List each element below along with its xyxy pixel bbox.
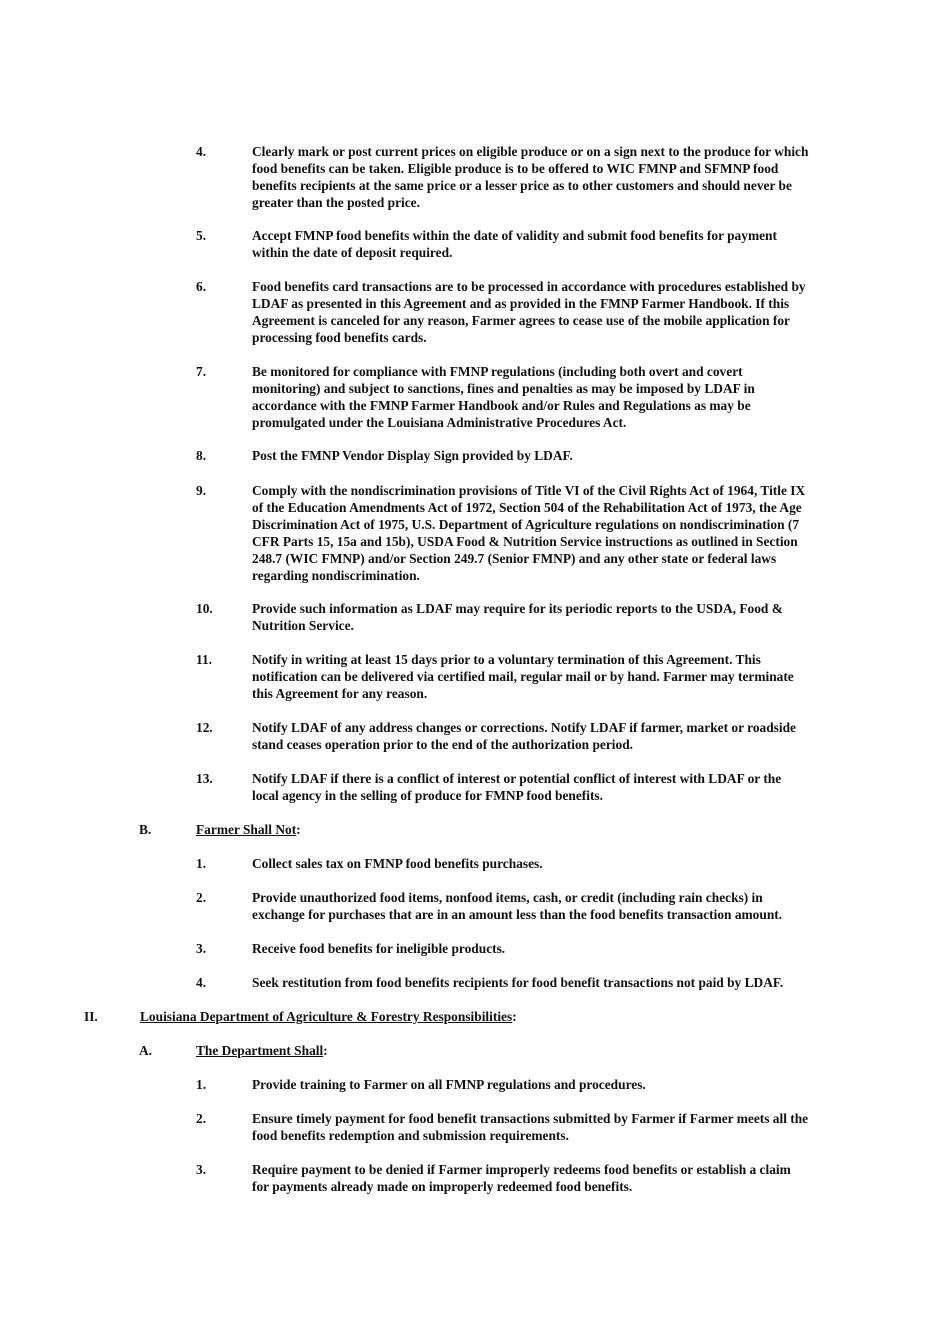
item-number: 10. bbox=[196, 601, 213, 616]
item-number: 4. bbox=[196, 975, 207, 990]
item-number: 1. bbox=[196, 1077, 207, 1092]
item-text: Comply with the nondiscrimination provisions of Title VI of the Civil Rights Act of 1964, Title IX of the Education Amendments Act of 1972, Section 504 of the Rehabilitation Act of 1973, the Age Discrimination Act of 1975, U.S. Department of Agriculture regulations on nondiscrimination (7 CFR Parts 15, 15a and 15b), USDA Food & Nutrition Service instructions as outlined in Section 248.7 (WIC FMNP) and/or Section 249.7 (Senior FMNP) and any other state or federal laws regarding nondiscrimination. bbox=[252, 483, 806, 583]
item-number: 2. bbox=[196, 890, 207, 905]
item-text: Collect sales tax on FMNP food benefits purchases. bbox=[252, 856, 543, 871]
item-text: Post the FMNP Vendor Display Sign provided by LDAF. bbox=[252, 448, 573, 463]
item-number: 7. bbox=[196, 364, 207, 379]
item-text: Accept FMNP food benefits within the date of validity and submit food benefits for payment within the date of deposit required. bbox=[252, 228, 777, 260]
section-numeral: II. bbox=[84, 1009, 98, 1024]
section-title: The Department Shall: bbox=[196, 1043, 328, 1058]
item-number: 6. bbox=[196, 279, 207, 294]
item-number: 8. bbox=[196, 448, 207, 463]
item-number: 13. bbox=[196, 771, 213, 786]
section-letter: A. bbox=[139, 1043, 153, 1058]
item-text: Seek restitution from food benefits recipients for food benefit transactions not paid by LDAF. bbox=[252, 975, 784, 990]
item-text: Notify in writing at least 15 days prior to a voluntary termination of this Agreement. This notification can be delivered via certified mail, regular mail or by hand. Farmer may terminate this Agreement for any reason. bbox=[252, 652, 794, 701]
item-text: Notify LDAF of any address changes or corrections. Notify LDAF if farmer, market or roadside stand ceases operation prior to the end of the authorization period. bbox=[252, 720, 796, 752]
item-text: Be monitored for compliance with FMNP regulations (including both overt and covert monitoring) and subject to sanctions, fines and penalties as may be imposed by LDAF in accordance with the FMNP Farmer Handbook and/or Rules and Regulations as may be promulgated under the Louisiana Administrative Procedures Act. bbox=[252, 364, 755, 430]
item-number: 5. bbox=[196, 228, 207, 243]
item-number: 12. bbox=[196, 720, 213, 735]
section-title: Farmer Shall Not: bbox=[196, 822, 301, 837]
item-number: 2. bbox=[196, 1111, 207, 1126]
item-text: Provide unauthorized food items, nonfood items, cash, or credit (including rain checks) in exchange for purchases that are in an amount less than the food benefits transaction amount. bbox=[252, 890, 783, 922]
item-text: Receive food benefits for ineligible products. bbox=[252, 941, 506, 956]
item-number: 3. bbox=[196, 941, 207, 956]
item-number: 3. bbox=[196, 1162, 207, 1177]
item-number: 1. bbox=[196, 856, 207, 871]
section-title: Louisiana Department of Agriculture & Forestry Responsibilities: bbox=[140, 1009, 517, 1024]
item-number: 4. bbox=[196, 144, 207, 159]
item-text: Ensure timely payment for food benefit transactions submitted by Farmer if Farmer meets all the food benefits redemption and submission requirements. bbox=[252, 1111, 809, 1143]
item-text: Notify LDAF if there is a conflict of interest or potential conflict of interest with LDAF or the local agency in the selling of produce for FMNP food benefits. bbox=[252, 771, 782, 803]
item-text: Clearly mark or post current prices on eligible produce or on a sign next to the produce for which food benefits can be taken. Eligible produce is to be offered to WIC FMNP and SFMNP food benefits recipients at the same price or a lesser price as to other customers and should never be greater than the posted price. bbox=[252, 144, 809, 210]
section-letter: B. bbox=[139, 822, 152, 837]
item-text: Provide such information as LDAF may require for its periodic reports to the USDA, Food & Nutrition Service. bbox=[252, 601, 783, 633]
item-text: Food benefits card transactions are to be processed in accordance with procedures established by LDAF as presented in this Agreement and as provided in the FMNP Farmer Handbook. If this Agreement is canceled for any reason, Farmer agrees to cease use of the mobile application for processing food benefits cards. bbox=[252, 279, 806, 345]
item-number: 9. bbox=[196, 483, 207, 498]
item-text: Require payment to be denied if Farmer improperly redeems food benefits or establish a claim for payments already made on improperly redeemed food benefits. bbox=[252, 1162, 791, 1194]
item-text: Provide training to Farmer on all FMNP regulations and procedures. bbox=[252, 1077, 646, 1092]
item-number: 11. bbox=[196, 652, 212, 667]
